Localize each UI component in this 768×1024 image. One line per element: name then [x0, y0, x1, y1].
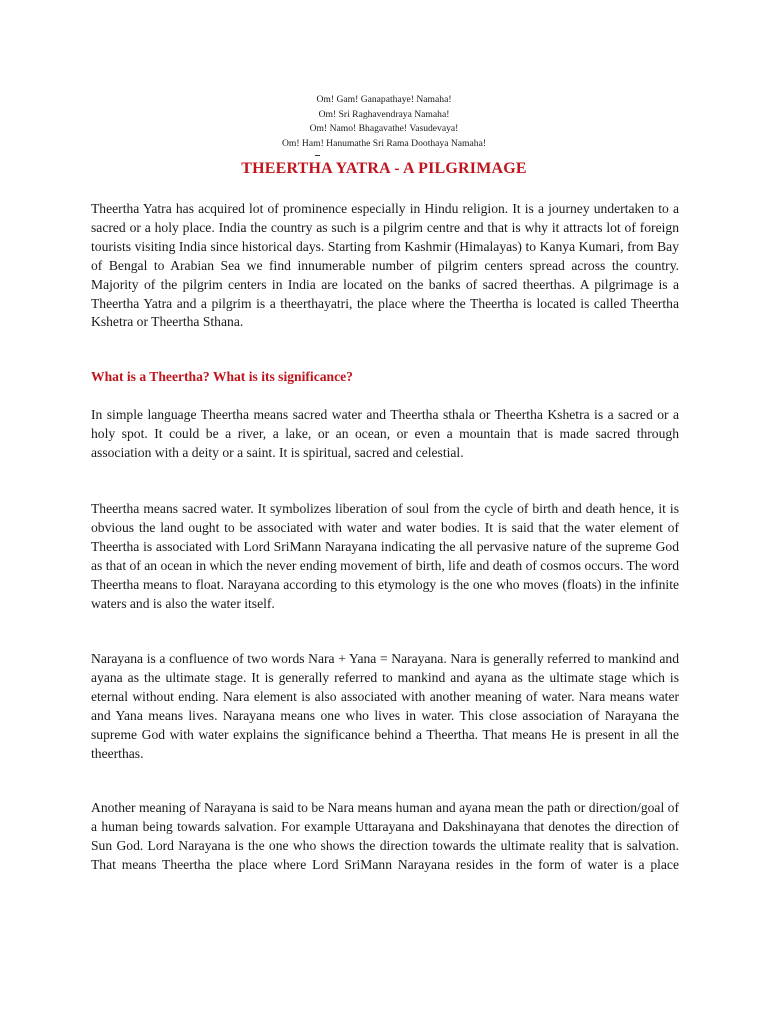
invocation-line: Om! Gam! Ganapathaye! Namaha! — [316, 94, 452, 105]
invocation-line: Om! Namo! Bhagavathe! Vasudevaya! — [309, 123, 459, 134]
divider-mark — [315, 155, 320, 156]
invocation-line: Om! Ham! Hanumathe Sri Rama Doothaya Namaha! — [281, 137, 487, 149]
section-heading: What is a Theertha? What is its significance? — [91, 369, 353, 384]
invocation-line: Om! Sri Raghavendraya Namaha! — [318, 108, 450, 120]
paragraph: Another meaning of Narayana is said to be Nara means human and ayana mean the path or direction/goal of a human being towards salvation. For example Uttarayana and Dakshinayana that denotes the direction of Sun God. Lord Narayana is the one who shows the direction towards the ultimate reality that is salvation. That means Theertha the place where Lord SriMann Narayana resides in the form of water is a place — [91, 800, 679, 872]
paragraph: Theertha means sacred water. It symbolizes liberation of soul from the cycle of birth and death hence, it is obvious the land ought to be associated with water and water bodies. It is said that the water element of Theertha is associated with Lord SriMann Narayana indicating the all pervasive nature of the supreme God as that of an ocean in which the never ending movement of birth, life and death of cosmos occurs. The word Theertha means to float. Narayana according to this etymology is the one who moves (floats) in the infinite waters and is also the water itself. — [91, 501, 679, 611]
paragraph: In simple language Theertha means sacred water and Theertha sthala or Theertha Kshetra is a sacred or a holy spot. It could be a river, a lake, or an ocean, or even a mountain that is made sacred through association with a deity or a saint. It is spiritual, sacred and celestial. — [91, 407, 679, 460]
paragraph: Narayana is a confluence of two words Nara + Yana = Narayana. Nara is generally referred to mankind and ayana as the ultimate stage. It is generally referred to mankind and ayana as the ultimate stage which is eternal without ending. Nara element is also associated with another meaning of water. Nara means water and Yana means lives. Narayana means one who lives in water. This close association of Narayana the supreme God with water explains the significance behind a Theertha. That means He is present in all the theerthas. — [91, 651, 679, 761]
paragraph: Theertha Yatra has acquired lot of prominence especially in Hindu religion. It is a journey undertaken to a sacred or a holy place. India the country as such is a pilgrim centre and that is why it attracts lot of foreign tourists visiting India since historical days. Starting from Kashmir (Himalayas) to Kanya Kumari, from Bay of Bengal to Arabian Sea we find innumerable number of pilgrim centers spread across the country. Majority of the pilgrim centers in India are located on the banks of sacred theerthas. A pilgrimage is a Theertha Yatra and a pilgrim is a theerthayatri, the place where the Theertha is located is called Theertha Kshetra or Theertha Sthana. — [91, 201, 679, 330]
invocation-block — [0, 93, 768, 151]
page-title: THEERTHA YATRA - A PILGRIMAGE — [241, 160, 527, 177]
